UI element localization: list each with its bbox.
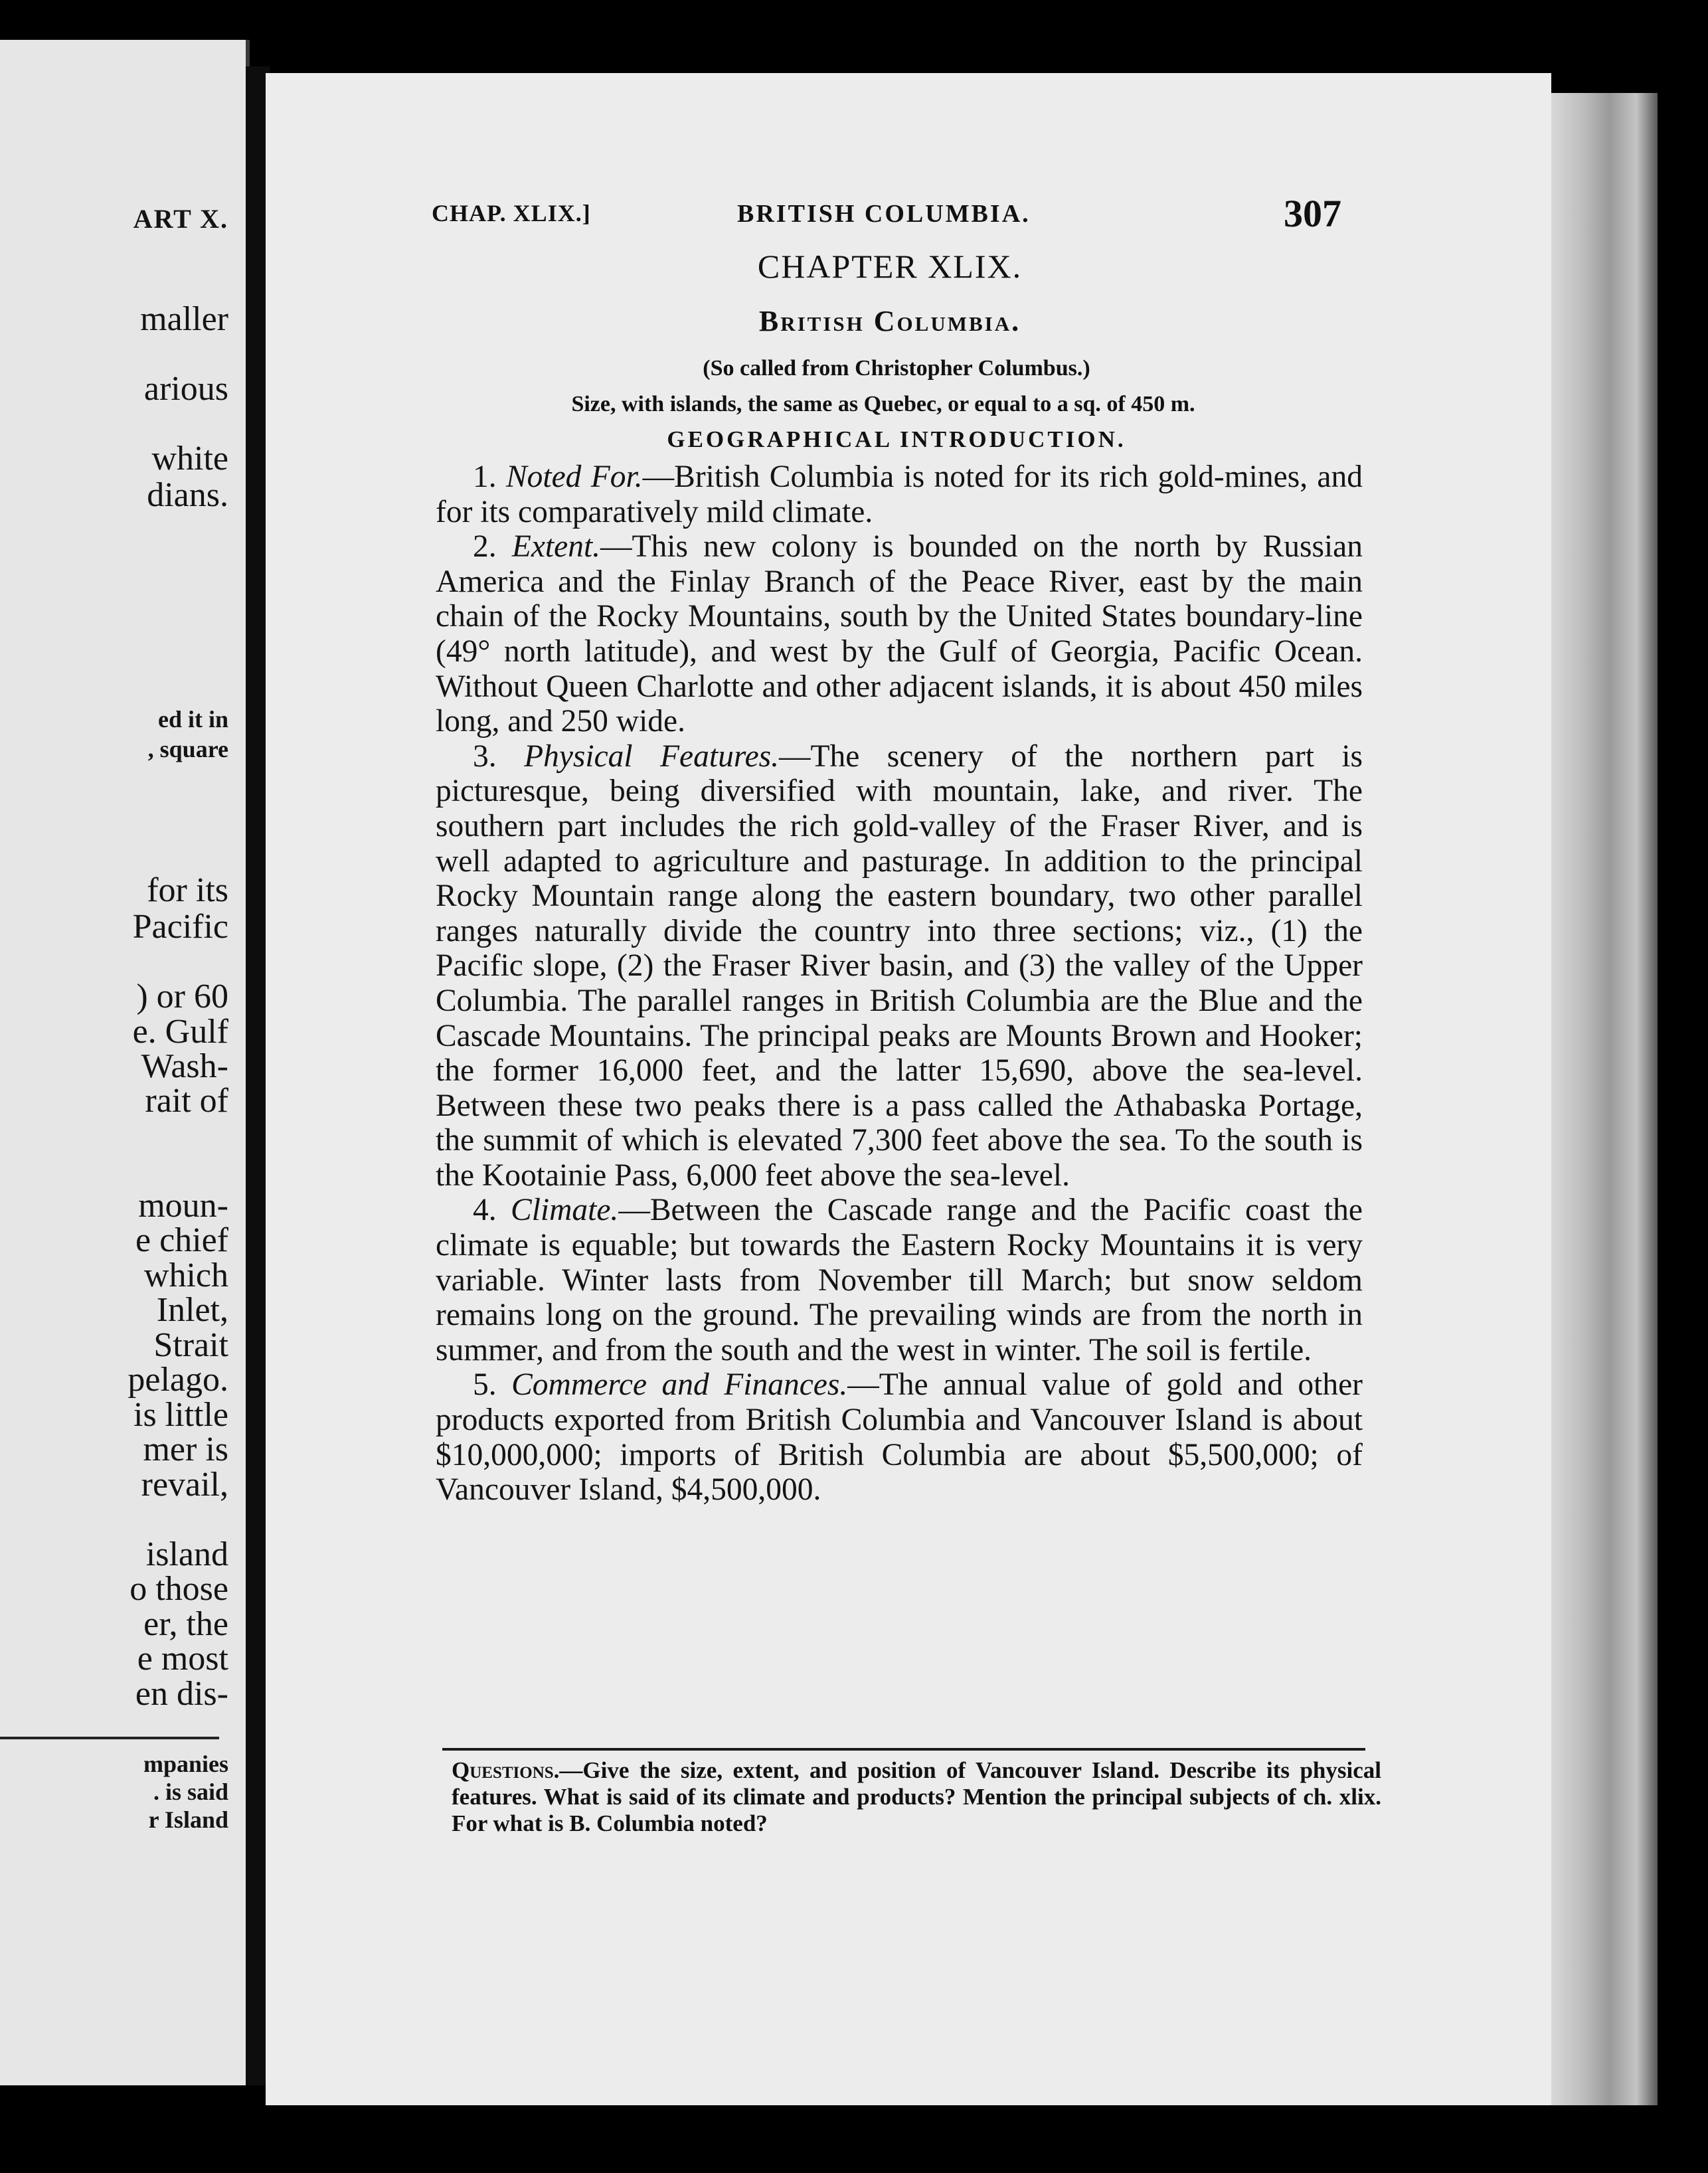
previous-page-line: ) or 60 — [136, 978, 228, 1015]
paragraph — [436, 460, 1363, 529]
paragraph-text: —Between the Cascade range and the Pacific coast the climate is equable; but towards the Eastern Rocky Mountains it is very variable. Winter lasts from November till March; but snow seldom remains long on the ground. The prevailing winds are from the north in summer, and from the south and the west in winter. The soil is fertile. — [436, 1193, 1363, 1367]
paragraph-label: Extent. — [511, 529, 601, 565]
previous-page-line: arious — [143, 370, 228, 408]
chapter-name: British Columbia. — [758, 305, 1021, 337]
previous-page-line: dians. — [147, 476, 228, 514]
paragraph — [436, 529, 1363, 739]
running-head-chapter: CHAP. XLIX.] — [432, 200, 591, 226]
paragraph-text: —British Columbia is noted for its rich gold-mines, and for its comparatively mild climate. — [436, 460, 1363, 529]
paragraph-label: Noted For. — [505, 460, 643, 494]
questions-label: Questions. — [452, 1757, 560, 1783]
previous-page-line: for its — [147, 871, 228, 909]
paragraph-number: 4. — [473, 1193, 497, 1228]
running-head — [432, 191, 1341, 235]
previous-page-line: e chief — [135, 1221, 228, 1259]
paragraph-number: 1. — [473, 460, 497, 494]
previous-page-line: er, the — [143, 1605, 228, 1643]
previous-page-footnote: r Island — [148, 1806, 228, 1833]
previous-page-line: Pacific — [132, 908, 228, 946]
previous-page-line: ed it in — [157, 706, 228, 733]
previous-page-footnote: mpanies — [143, 1751, 228, 1777]
paragraph-label: Commerce and Finances. — [511, 1367, 848, 1403]
previous-page-line: pelago. — [128, 1361, 228, 1399]
chapter-body — [436, 460, 1363, 1508]
running-head-title: BRITISH COLUMBIA. — [737, 200, 1031, 228]
section-heading: GEOGRAPHICAL INTRODUCTION. — [667, 426, 1126, 452]
previous-page-line: which — [143, 1257, 228, 1294]
questions-text: —Give the size, extent, and position of Vancouver Island. Describe its physical features. What is said of its climate and products? Mention the principal subjects of ch. xlix. For what is B. Columbia noted? — [452, 1757, 1381, 1836]
previous-page-line: Strait — [153, 1326, 228, 1364]
paragraph — [436, 1367, 1363, 1507]
paragraph-text: —The annual value of gold and other products exported from British Columbia and Vancouver Island is about $10,000,000; imports of British Columbia are about $5,500,000; of Vancouver Island, $4,500,000. — [436, 1367, 1363, 1508]
paragraph-text: —The scenery of the northern part is picturesque, being diversified with mountain, lake, and river. The southern part includes the rich gold-valley of the Fraser River, and is well adapted to agriculture and pasturage. In addition to the principal Rocky Mountain range along the eastern boundary, two other parallel ranges naturally divide the country into three sections; viz., (1) the Pacific slope, (2) the Fraser River basin, and (3) the valley of the Upper Columbia. The parallel ranges in British Columbia are the Blue and the Cascade Mountains. The principal peaks are Mounts Brown and Hooker; the former 16,000 feet, and the latter 15,690, above the sea-level. Between these two peaks there is a pass called the Athabaska Portage, the summit of which is elevated 7,300 feet above the sea. To the south is the Kootainie Pass, 6,000 feet above the sea-level. — [436, 739, 1363, 1193]
paragraph — [436, 1193, 1363, 1367]
paragraph-number: 2. — [473, 529, 497, 565]
page-number: 307 — [1284, 192, 1341, 235]
previous-page-line: e most — [137, 1640, 228, 1678]
previous-page-line: white — [151, 440, 228, 478]
paragraph-number: 5. — [473, 1367, 497, 1403]
questions-block — [452, 1757, 1381, 1837]
previous-page-rule — [0, 1737, 219, 1739]
chapter-note: (So called from Christopher Columbus.) — [703, 356, 1090, 381]
previous-page-line: Inlet, — [156, 1291, 228, 1329]
previous-page-line: maller — [140, 300, 228, 338]
previous-page-line: island — [145, 1535, 228, 1573]
paragraph-label: Physical Features. — [524, 739, 780, 774]
previous-page-line: , square — [147, 736, 228, 762]
previous-page-footnote: . is said — [153, 1779, 228, 1805]
footnote-rule — [442, 1748, 1365, 1751]
chapter-title: CHAPTER XLIX. — [757, 248, 1023, 285]
previous-page-line: en dis- — [135, 1675, 228, 1713]
previous-page-line: rait of — [145, 1082, 228, 1120]
paragraph-label: Climate. — [511, 1193, 619, 1228]
previous-page-line: is little — [133, 1396, 228, 1434]
previous-page-line: Wash- — [141, 1047, 228, 1085]
previous-page-line: revail, — [141, 1466, 228, 1504]
chapter-size: Size, with islands, the same as Quebec, or equal to a sq. of 450 m. — [571, 392, 1195, 416]
previous-page-line: moun- — [138, 1187, 228, 1225]
paragraph-number: 3. — [473, 739, 497, 774]
previous-page-header: ART X. — [133, 204, 228, 234]
paragraph-text: —This new colony is bounded on the north by Russian America and the Finlay Branch of the Peace River, east by the main chain of the Rocky Mountains, south by the United States boundary-line (49° north latitude), and west by the Gulf of Georgia, Pacific Ocean. Without Queen Charlotte and other adjacent islands, it is about 450 miles long, and 250 wide. — [436, 529, 1363, 739]
previous-page-line: mer is — [143, 1431, 228, 1468]
previous-page-line: e. Gulf — [132, 1013, 228, 1051]
page-edge — [1551, 93, 1658, 2105]
previous-page-line: o those — [129, 1570, 228, 1608]
previous-page — [0, 40, 250, 2085]
paragraph — [436, 739, 1363, 1193]
